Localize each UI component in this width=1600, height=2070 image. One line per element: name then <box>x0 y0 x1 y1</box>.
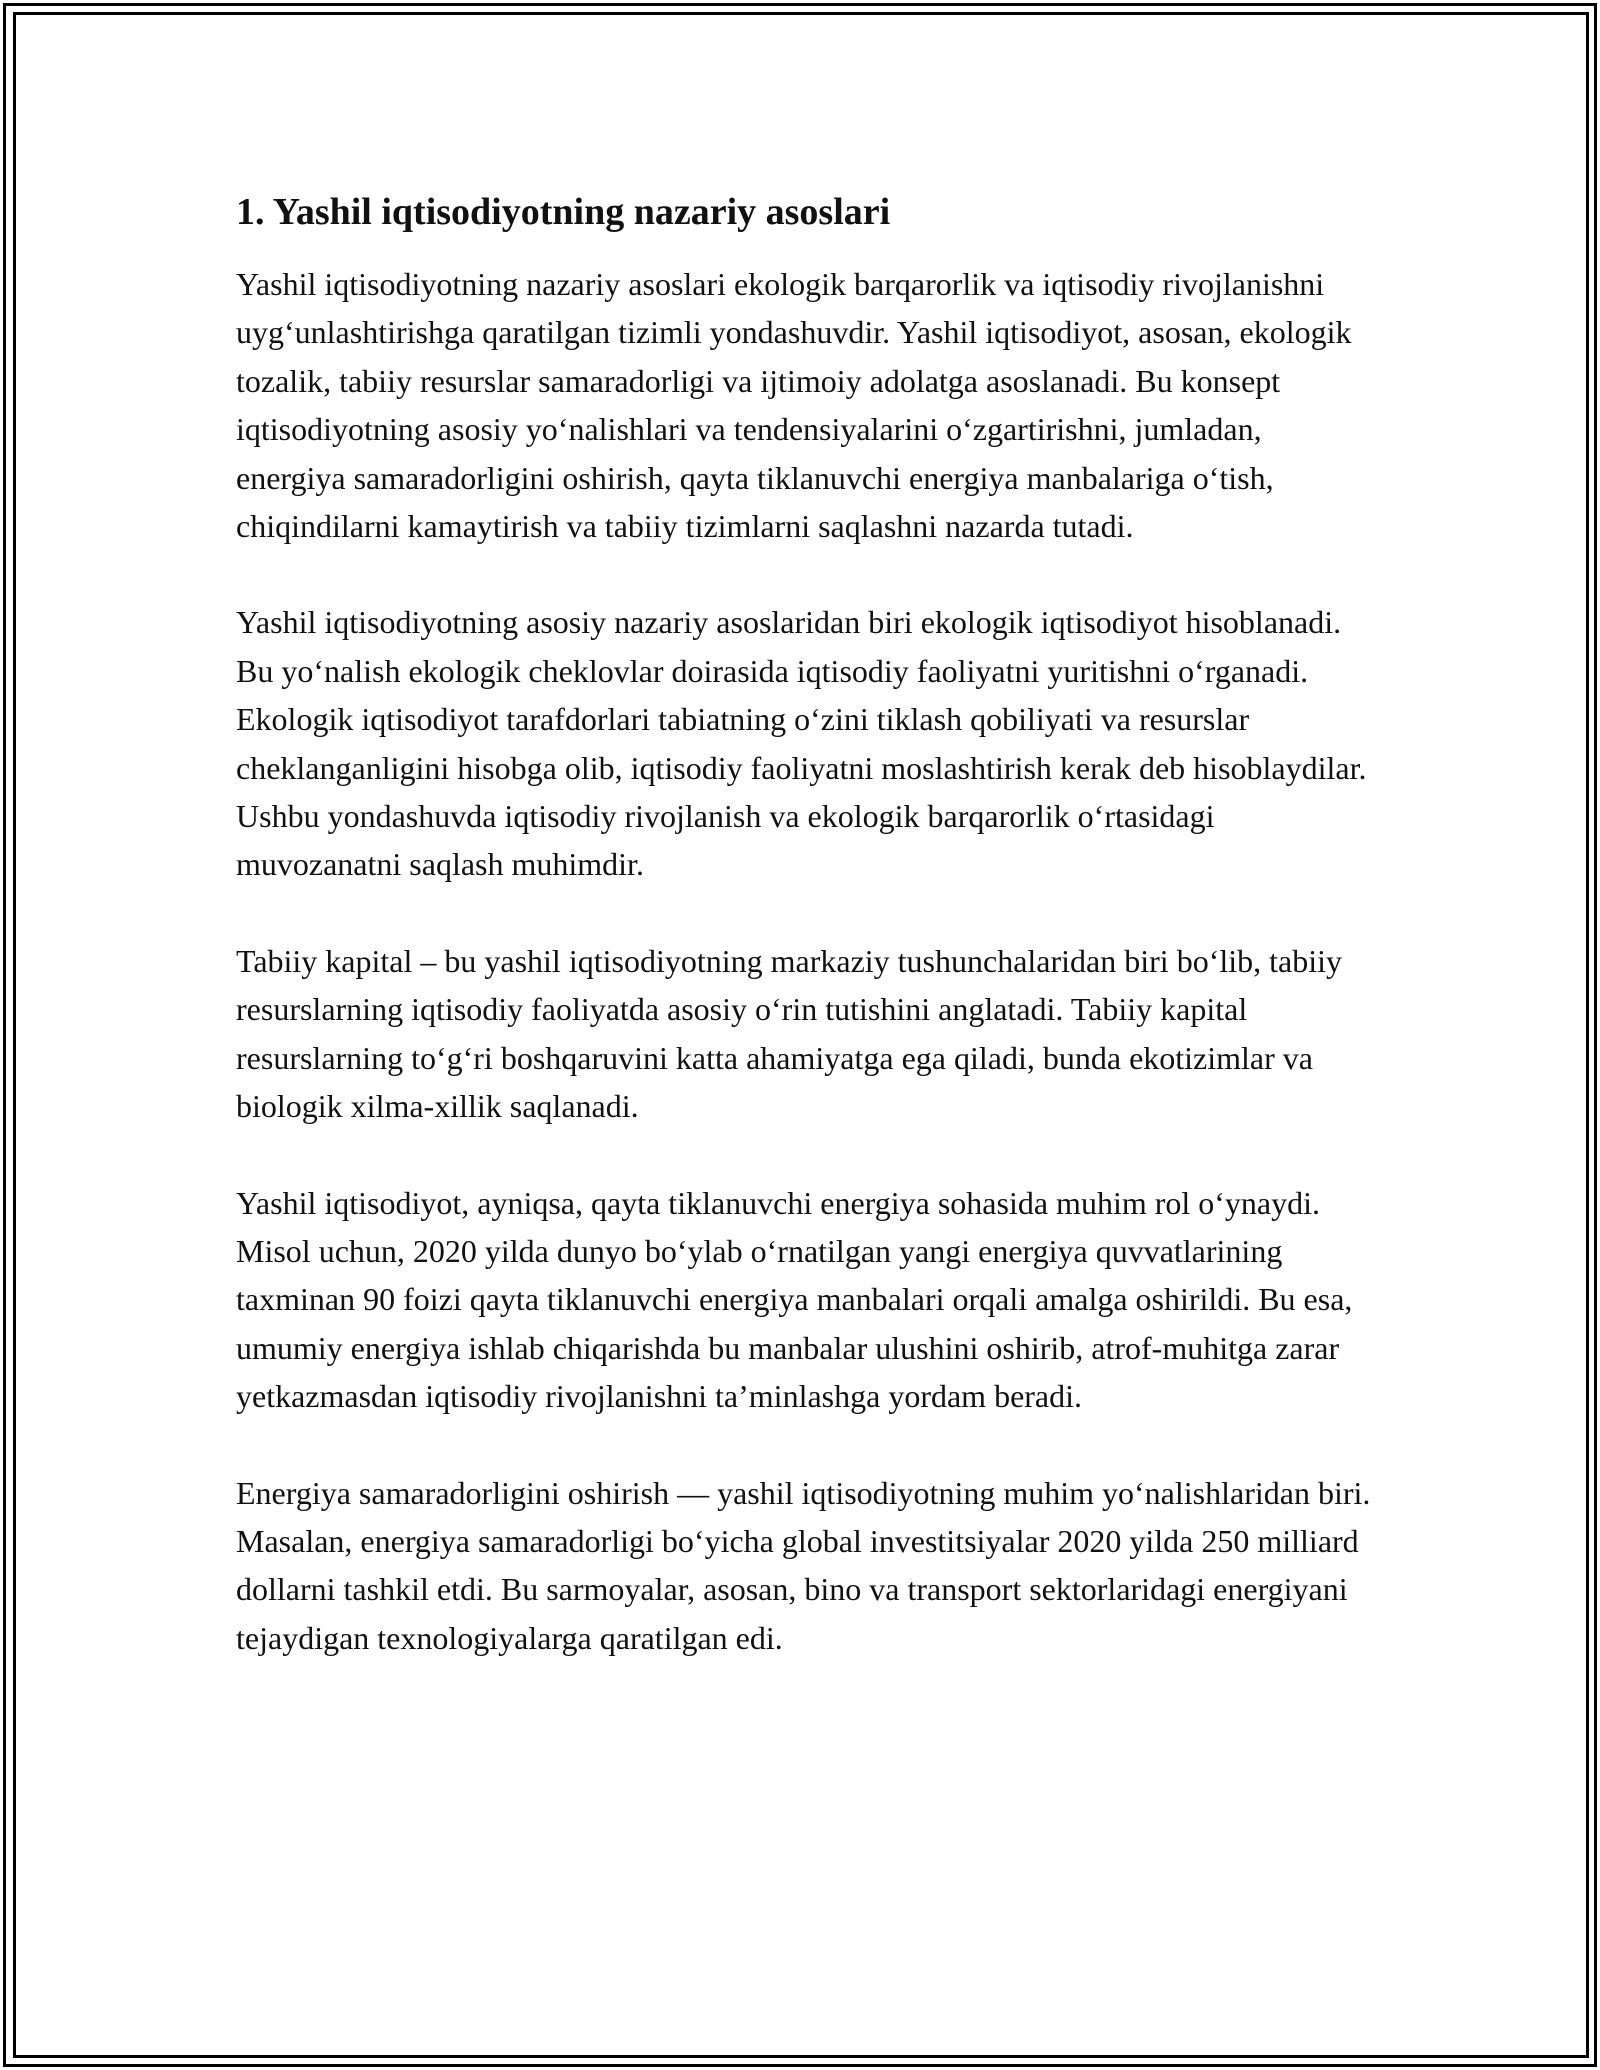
section-heading: 1. Yashil iqtisodiyotning nazariy asoslari <box>236 191 891 233</box>
paragraph-3: Tabiiy kapital – bu yashil iqtisodiyotning markaziy tushunchalaridan biri bo‘lib, tabiiy resurslarning iqtisodiy faoliyatda asosiy o‘rin tutishini anglatadi. Tabiiy kapital resurslarning to‘g‘ri boshqaruvini katta ahamiyatga ega qiladi, bunda ekotizimlar va biologik xilma-xillik saqlanadi. <box>236 942 1342 1125</box>
document-body <box>236 186 1376 1710</box>
paragraph-1: Yashil iqtisodiyotning nazariy asoslari ekologik barqarorlik va iqtisodiy rivojlanishni uyg‘unlashtirishga qaratilgan tizimli yondashuvdir. Yashil iqtisodiyot, asosan, ekologik tozalik, tabiiy resurslar samaradorligi va ijtimoiy adolatga asoslanadi. Bu konsept iqtisodiyotning asosiy yo‘nalishlari va tendensiyalarini o‘zgartirishni, jumladan, energiya samaradorligini oshirish, qayta tiklanuvchi energiya manbalariga o‘tish, chiqindilarni kamaytirish va tabiiy tizimlarni saqlashni nazarda tutadi. <box>236 266 1352 545</box>
paragraph-4: Yashil iqtisodiyot, ayniqsa, qayta tiklanuvchi energiya sohasida muhim rol o‘ynaydi. Misol uchun, 2020 yilda dunyo bo‘ylab o‘rnatilgan yangi energiya quvvatlarining taxminan 90 foizi qayta tiklanuvchi energiya manbalari orqali amalga oshirildi. Bu esa, umumiy energiya ishlab chiqarishda bu manbalar ulushini oshirib, atrof-muhitga zarar yetkazmasdan iqtisodiy rivojlanishni ta’minlashga yordam beradi. <box>236 1184 1353 1415</box>
paragraph-5: Energiya samaradorligini oshirish — yashil iqtisodiyotning muhim yo‘nalishlaridan biri. Masalan, energiya samaradorligi bo‘yicha global investitsiyalar 2020 yilda 250 milliard dollarni tashkil etdi. Bu sarmoyalar, asosan, bino va transport sektorlaridagi energiyani tejaydigan texnologiyalarga qaratilgan edi. <box>236 1474 1371 1656</box>
paragraph-2: Yashil iqtisodiyotning asosiy nazariy asoslaridan biri ekologik iqtisodiyot hisoblanadi. Bu yo‘nalish ekologik cheklovlar doirasida iqtisodiy faoliyatni yuritishni o‘rganadi. Ekologik iqtisodiyot tarafdorlari tabiatning o‘zini tiklash qobiliyati va resurslar cheklanganligini hisobga olib, iqtisodiy faoliyatni moslashtirish kerak deb hisoblaydilar. Ushbu yondashuvda iqtisodiy rivojlanish va ekologik barqarorlik o‘rtasidagi muvozanatni saqlash muhimdir. <box>236 604 1367 883</box>
